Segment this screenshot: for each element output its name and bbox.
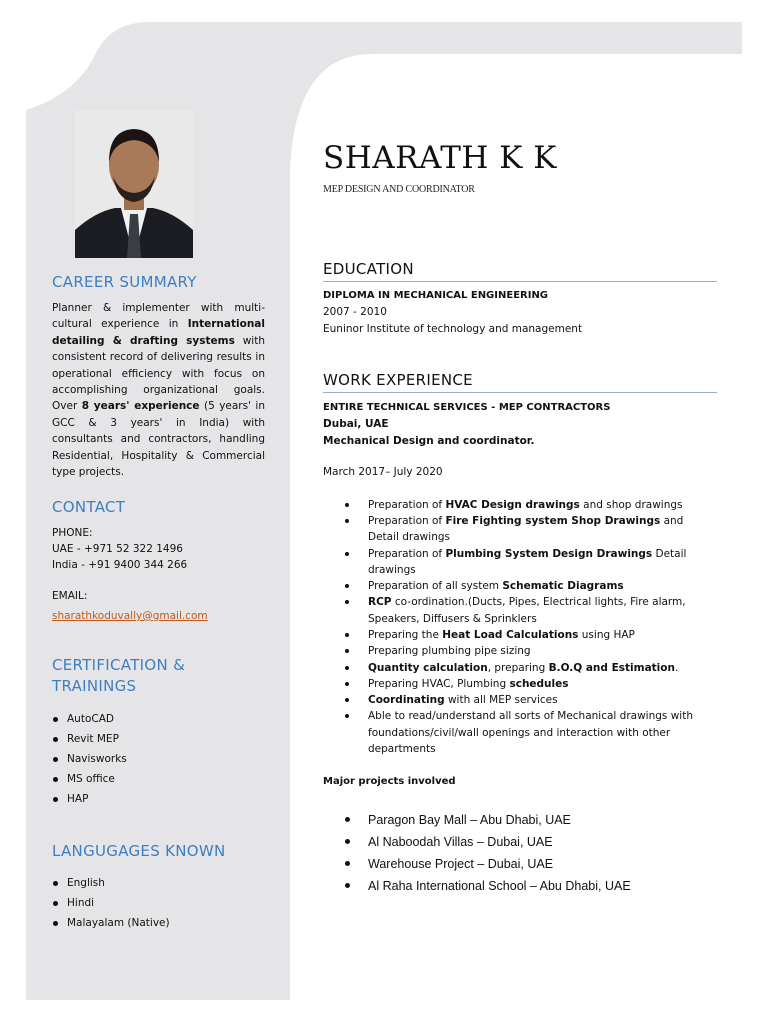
education-section xyxy=(323,259,717,337)
certifications-section xyxy=(52,655,265,809)
languages-section xyxy=(52,841,265,933)
email-link[interactable]: sharathkoduvally@gmail.com xyxy=(52,610,208,622)
career-summary-section xyxy=(52,272,265,480)
list-item: Al Raha International School – Abu Dhabi, UAE xyxy=(323,875,717,897)
list-item: Preparation of Plumbing System Design Drawings Detail drawings xyxy=(323,546,717,579)
phone-uae: UAE - +971 52 322 1496 xyxy=(52,543,183,555)
work-experience-section xyxy=(323,370,717,897)
list-item: Able to read/understand all sorts of Mechanical drawings with foundations/civil/wall openings and interaction with other departments xyxy=(323,708,717,757)
list-item: MS office xyxy=(52,769,265,789)
list-item: Preparing the Heat Load Calculations using HAP xyxy=(323,627,717,643)
work-experience-heading: WORK EXPERIENCE xyxy=(323,370,717,393)
projects-list xyxy=(323,809,717,897)
list-item: Preparing HVAC, Plumbing schedules xyxy=(323,676,717,692)
career-summary-heading: CAREER SUMMARY xyxy=(52,273,197,291)
profile-photo xyxy=(75,110,193,258)
degree: DIPLOMA IN MECHANICAL ENGINEERING xyxy=(323,290,549,301)
list-item: Preparation of all system Schematic Diagrams xyxy=(323,578,717,594)
list-item: Hindi xyxy=(52,893,265,913)
duties-list xyxy=(323,497,717,758)
list-item: Preparation of HVAC Design drawings and shop drawings xyxy=(323,497,717,513)
list-item: Quantity calculation, preparing B.O.Q and Estimation. xyxy=(323,660,717,676)
list-item: RCP co-ordination.(Ducts, Pipes, Electrical lights, Fire alarm, Speakers, Diffusers & Sprinklers xyxy=(323,594,717,627)
list-item: Warehouse Project – Dubai, UAE xyxy=(323,853,717,875)
list-item: Preparation of Fire Fighting system Shop Drawings and Detail drawings xyxy=(323,513,717,546)
email-label: EMAIL: xyxy=(52,590,88,602)
list-item: Navisworks xyxy=(52,749,265,769)
contact-section xyxy=(52,497,265,624)
list-item: Al Naboodah Villas – Dubai, UAE xyxy=(323,831,717,853)
list-item: Preparing plumbing pipe sizing xyxy=(323,643,717,659)
certifications-list xyxy=(52,709,265,809)
languages-heading: LANGUGAGES KNOWN xyxy=(52,842,226,860)
education-years: 2007 - 2010 xyxy=(323,306,387,319)
certifications-heading: CERTIFICATION & TRAININGS xyxy=(52,656,186,695)
career-summary-text: Planner & implementer with multi-cultural experience in International detailing & drafting systems with consistent record of delivering results in operational efficiency with focus on accomplishing organizational goals. Over 8 years' experience (5 years' in GCC & 3 years' in India) with consultants and contractors, handling Residential, Hospitality & Commercial type projects. xyxy=(52,302,266,479)
phone-india: India - +91 9400 344 266 xyxy=(52,559,188,571)
list-item: Malayalam (Native) xyxy=(52,913,265,933)
period: March 2017– July 2020 xyxy=(323,466,443,479)
education-heading: EDUCATION xyxy=(323,259,717,282)
list-item: Coordinating with all MEP services xyxy=(323,692,717,708)
contact-heading: CONTACT xyxy=(52,498,126,516)
location: Dubai, UAE xyxy=(323,418,389,431)
job-title: MEP DESIGN AND COORDINATOR xyxy=(323,184,475,195)
institute: Euninor Institute of technology and management xyxy=(323,322,583,335)
list-item: Paragon Bay Mall – Abu Dhabi, UAE xyxy=(323,809,717,831)
phone-label: PHONE: xyxy=(52,527,93,539)
list-item: Revit MEP xyxy=(52,729,265,749)
list-item: English xyxy=(52,873,265,893)
candidate-name: SHARATH K K xyxy=(323,140,557,176)
languages-list xyxy=(52,873,265,933)
list-item: AutoCAD xyxy=(52,709,265,729)
projects-heading: Major projects involved xyxy=(323,776,456,788)
role: Mechanical Design and coordinator. xyxy=(323,434,535,447)
company: ENTIRE TECHNICAL SERVICES - MEP CONTRACTORS xyxy=(323,402,611,413)
list-item: HAP xyxy=(52,789,265,809)
